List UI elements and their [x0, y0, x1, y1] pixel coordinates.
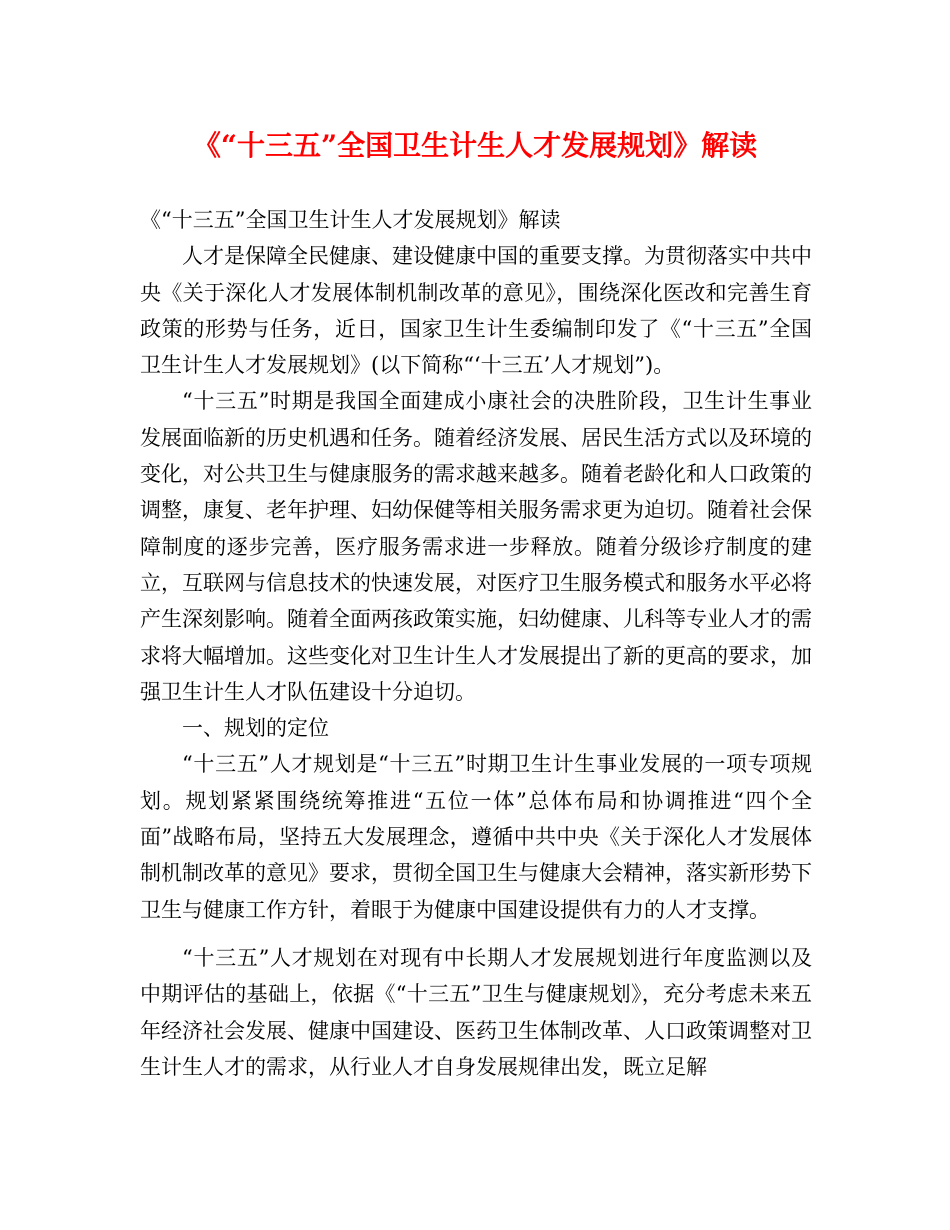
section-heading: 一、规划的定位: [182, 716, 329, 741]
paragraph-positioning: “十三五”人才规划是“十三五”时期卫生计生事业发展的一项专项规划。规划紧紧围绕统筹推进“五位一体”总体布局和协调推进“四个全面”战略布局，坚持五大发展理念，遵循中共中央《关于深化人才发展体制机制改革的意见》要求，贯彻全国卫生与健康大会精神，落实新形势下卫生与健康工作方针，着眼于为健康中国建设提供有力的人才支撑。: [140, 752, 812, 922]
subtitle-line: 《“十三五”全国卫生计生人才发展规划》解读: [140, 208, 561, 232]
paragraph-basis: “十三五”人才规划在对现有中长期人才发展规划进行年度监测以及中期评估的基础上，依据《“十三五”卫生与健康规划》，充分考虑未来五年经济社会发展、健康中国建设、医药卫生体制改革、人口政策调整对卫生计生人才的需求，从行业人才自身发展规律出发，既立足解: [140, 945, 812, 1079]
paragraph-background: “十三五”时期是我国全面建成小康社会的决胜阶段，卫生计生事业发展面临新的历史机遇和任务。随着经济发展、居民生活方式以及环境的变化，对公共卫生与健康服务的需求越来越多。随着老龄化和人口政策的调整，康复、老年护理、妇幼保健等相关服务需求更为迫切。随着社会保障制度的逐步完善，医疗服务需求进一步释放。随着分级诊疗制度的建立，互联网与信息技术的快速发展，对医疗卫生服务模式和服务水平必将产生深刻影响。随着全面两孩政策实施，妇幼健康、儿科等专业人才的需求将大幅增加。这些变化对卫生计生人才发展提出了新的更高的要求，加强卫生计生人才队伍建设十分迫切。: [140, 389, 812, 704]
document-title: 《“十三五”全国卫生计生人才发展规划》解读: [192, 129, 758, 162]
document-body: [140, 202, 812, 1085]
paragraph-intro: 人才是保障全民健康、建设健康中国的重要支撑。为贯彻落实中共中央《关于深化人才发展体制机制改革的意见》，围绕深化医改和完善生育政策的形势与任务，近日，国家卫生计生委编制印发了《“十三五”全国卫生计生人才发展规划》(以下简称“‘十三五’人才规划”)。: [140, 244, 812, 378]
